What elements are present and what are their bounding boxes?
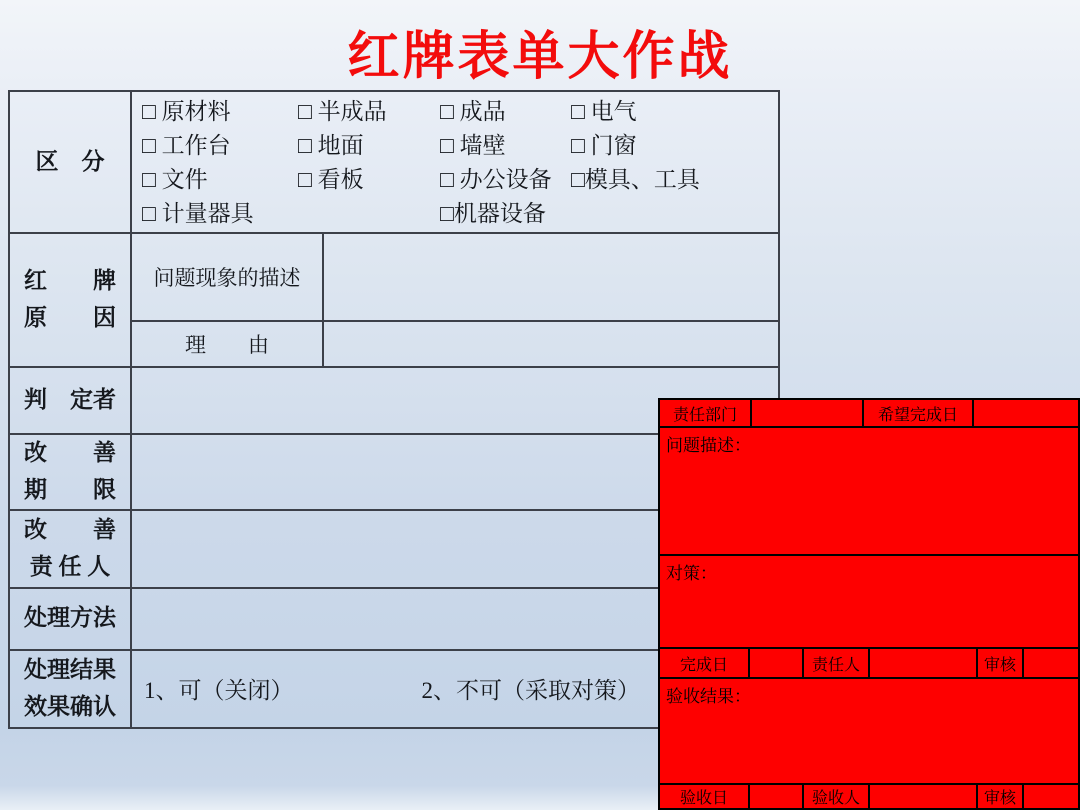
checkbox-option-machinery: □机器设备 — [440, 201, 546, 226]
red-tag-card — [658, 398, 1080, 810]
desired-completion-date-value-cell — [972, 400, 1078, 426]
reason-label: 红 牌 原 因 — [9, 233, 131, 367]
page-title: 红牌表单大作战 — [347, 28, 733, 86]
acceptance-result-section — [660, 677, 1078, 783]
completion-date-label: 完成日 — [679, 656, 728, 674]
checkbox-option-electric: □ 电气 — [571, 99, 637, 124]
acceptance-sign-row — [660, 783, 1078, 808]
acceptance-review-label: 审核 — [976, 785, 1022, 808]
checkbox-option-semi-finished: □ 半成品 — [298, 99, 387, 124]
responsible-dept-label: 责任部门 — [672, 406, 737, 424]
responsible-person-value-cell — [868, 649, 976, 677]
checkbox-option-measuring-tools: □ 计量器具 — [142, 201, 254, 226]
result-option-close: 1、可（关闭） — [144, 678, 294, 704]
completion-sign-row — [660, 647, 1078, 677]
result-option-countermeasure: 2、不可（采取对策） — [421, 678, 640, 704]
completion-date-value-cell — [748, 649, 802, 677]
checkbox-option-wall: □ 墙壁 — [440, 133, 506, 158]
reason-problem-desc-value-cell — [323, 233, 779, 321]
acceptance-result-label: 验收结果： — [666, 687, 751, 706]
reason-rationale-label: 理 由 — [131, 321, 323, 367]
acceptance-person-value-cell — [868, 785, 976, 808]
improvement-deadline-label: 改 善 期 限 — [9, 434, 131, 510]
red-card-header-row — [660, 400, 1078, 428]
checkbox-option-molds-tools: □模具、工具 — [571, 167, 700, 192]
handling-method-label: 处理方法 — [9, 588, 131, 650]
category-options-cell — [131, 91, 779, 233]
reason-rationale-value-cell — [323, 321, 779, 367]
checkbox-option-documents: □ 文件 — [142, 167, 208, 192]
countermeasure-section — [660, 554, 1078, 647]
acceptance-date-label: 验收日 — [679, 790, 728, 807]
result-confirmation-label: 处理结果 效果确认 — [9, 650, 131, 728]
desired-completion-date-label: 希望完成日 — [862, 400, 972, 426]
acceptance-person-label: 验收人 — [802, 785, 868, 808]
category-options-line3 — [142, 163, 778, 197]
review-value-cell — [1022, 649, 1078, 677]
countermeasure-label: 对策： — [666, 564, 717, 583]
category-options-line4 — [142, 197, 778, 231]
checkbox-option-office-equipment: □ 办公设备 — [440, 167, 552, 192]
problem-description-section — [660, 428, 1078, 554]
review-label: 审核 — [976, 649, 1022, 677]
checkbox-option-doors-windows: □ 门窗 — [571, 133, 637, 158]
category-label: 区 分 — [9, 91, 131, 233]
checkbox-option-finished: □ 成品 — [440, 99, 506, 124]
responsible-person-label: 责任人 — [802, 649, 868, 677]
category-options-line2 — [142, 129, 778, 163]
improvement-owner-label: 改 善 责 任 人 — [9, 510, 131, 588]
checkbox-option-floor: □ 地面 — [298, 133, 364, 158]
problem-description-label: 问题描述： — [666, 436, 751, 455]
responsible-dept-value-cell — [750, 400, 862, 426]
checkbox-option-workbench: □ 工作台 — [142, 133, 231, 158]
category-options-line1 — [142, 95, 778, 129]
acceptance-review-value-cell — [1022, 785, 1078, 808]
checkbox-option-raw-material: □ 原材料 — [142, 99, 231, 124]
checkbox-option-kanban: □ 看板 — [298, 167, 364, 192]
reason-problem-desc-label: 问题现象的描述 — [131, 233, 323, 321]
acceptance-date-value-cell — [748, 785, 802, 808]
judge-label: 判 定者 — [9, 367, 131, 434]
